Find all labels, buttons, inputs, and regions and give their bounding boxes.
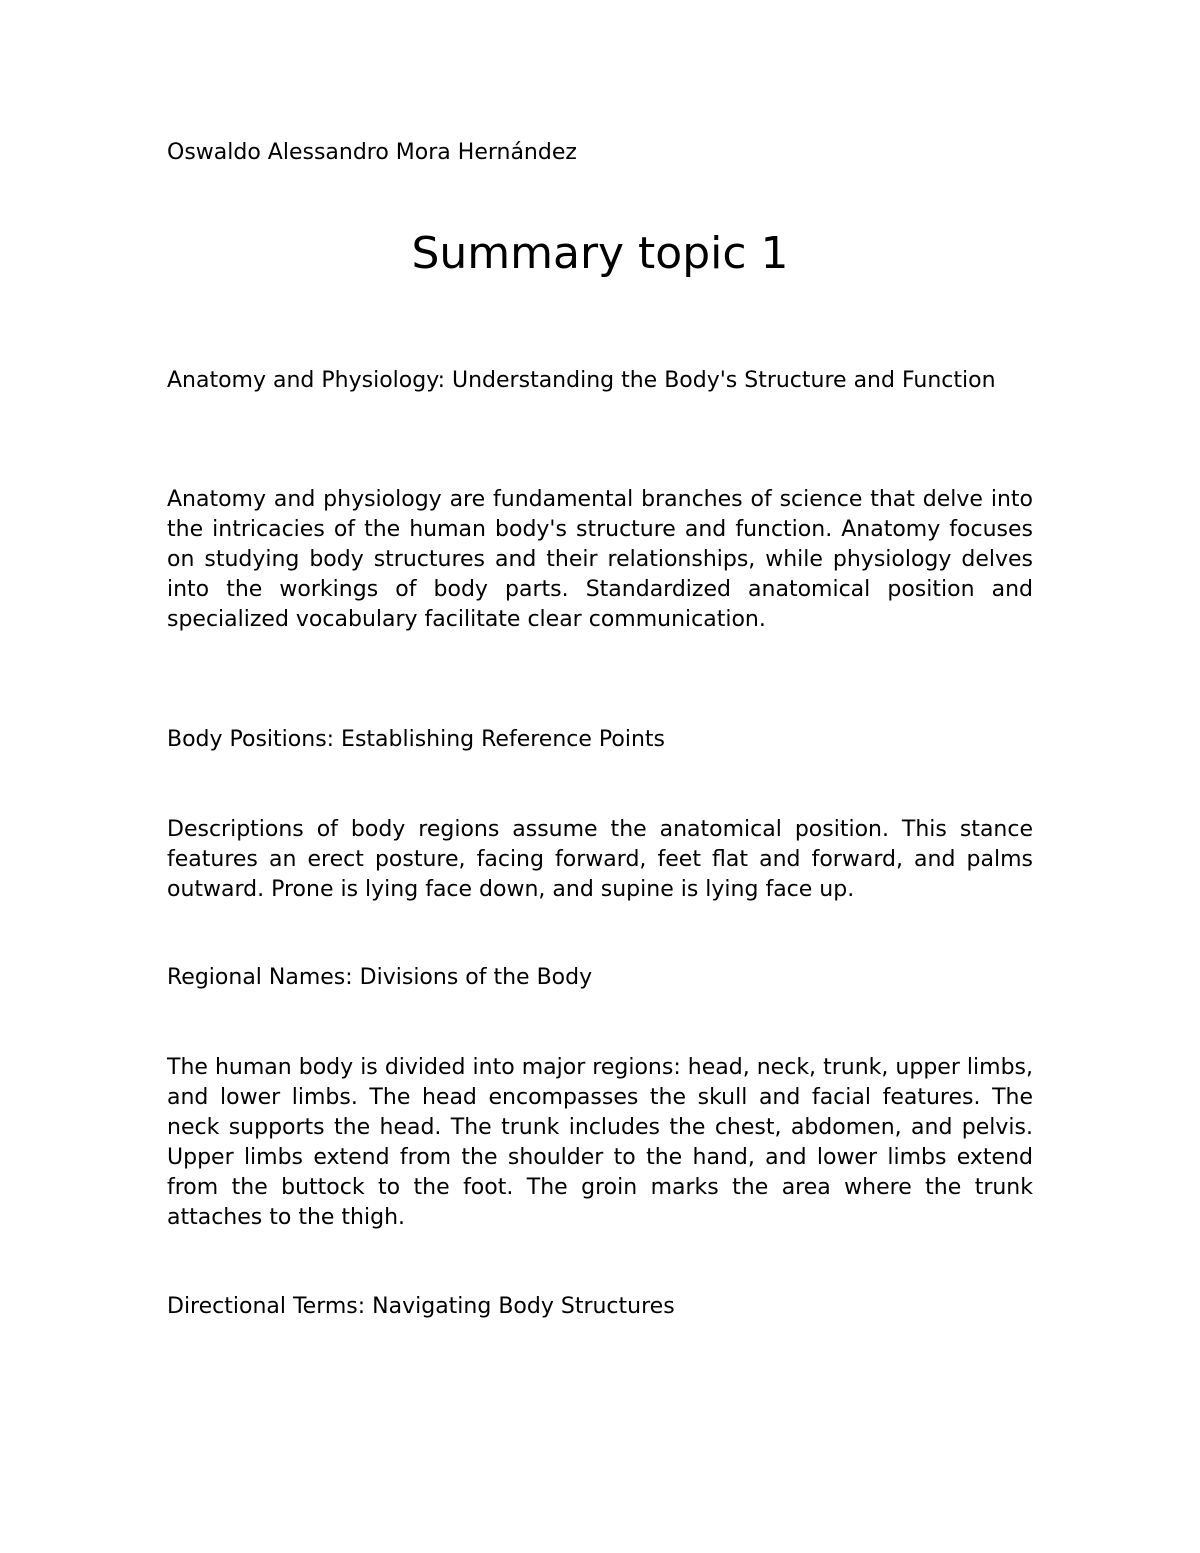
section-paragraph-regional-names: The human body is divided into major regions: head, neck, trunk, upper limbs, and lower limbs. The head encompasses the skull and facial features. The neck supports the head. The trunk includes the chest, abdomen, and pelvis. Upper limbs extend from the shoulder to the hand, and lower limbs extend from the buttock to the foot. The groin marks the area where the trunk attaches to the thigh. — [167, 1055, 1033, 1230]
section-heading-body-positions: Body Positions: Establishing Reference Points — [167, 727, 665, 752]
section-heading-directional-terms: Directional Terms: Navigating Body Structures — [167, 1294, 675, 1319]
section-heading-anatomy-physiology: Anatomy and Physiology: Understanding the Body's Structure and Function — [167, 368, 996, 393]
author-name: Oswaldo Alessandro Mora Hernández — [167, 140, 577, 165]
section-heading-regional-names: Regional Names: Divisions of the Body — [167, 965, 593, 990]
section-paragraph-body-positions: Descriptions of body regions assume the anatomical position. This stance features an erect posture, facing forward, feet flat and forward, and palms outward. Prone is lying face down, and supine is lying face up. — [167, 817, 1033, 902]
section-paragraph-anatomy-physiology: Anatomy and physiology are fundamental branches of science that delve into the intricacies of the human body's structure and function. Anatomy focuses on studying body structures and their relationships, while physiology delves into the workings of body parts. Standardized anatomical position and specialized vocabulary facilitate clear communication. — [167, 487, 1033, 632]
document-title: Summary topic 1 — [411, 228, 789, 279]
